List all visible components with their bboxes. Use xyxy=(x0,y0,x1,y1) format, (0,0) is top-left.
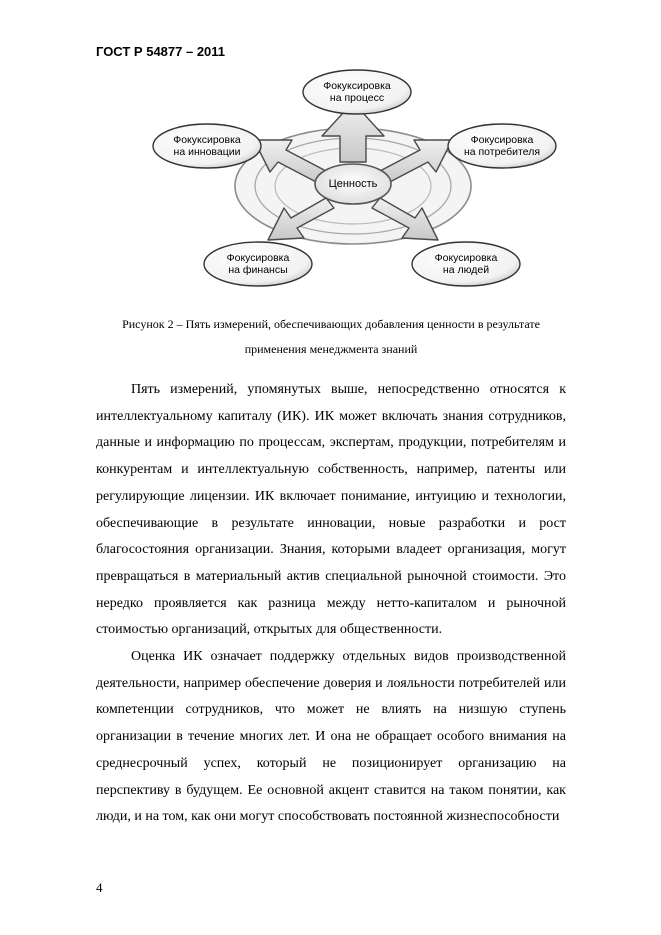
label-people xyxy=(406,252,526,276)
label-finance-line2: на финансы xyxy=(228,264,288,276)
label-process-line2: на процесс xyxy=(329,92,385,104)
label-innovation-line2: на инновации xyxy=(173,146,241,158)
paragraph-1: Пять измерений, упомянутых выше, непосредственно относятся к интеллектуальному капиталу (ИК). ИК может включать знания сотрудников, данные и информацию по процессам, экспертам, продукции, потребителям и конкурентам и интеллектуальную собственность, например, патенты или регулирующие лицензии. ИК включает понимание, интуицию и технологии, обеспечивающие в результате инновации, новые разработки и рост благосостояния организации. Знания, которыми владеет организация, могут превращаться в материальный актив специальной рыночной стоимости. Это нередко проявляется как разница между нетто-капиталом и рыночной стоимостью организаций, открытых для общественности. xyxy=(96,382,566,638)
label-process-line1: Фокуксировка xyxy=(323,80,391,92)
label-finance xyxy=(198,252,318,276)
label-process xyxy=(297,80,417,104)
figure-caption-line2: применения менеджмента знаний xyxy=(244,342,418,356)
value-dimensions-diagram xyxy=(0,0,661,310)
figure-caption-line1: Рисунок 2 – Пять измерений, обеспечивающих добавления ценности в результате xyxy=(122,317,540,331)
label-people-line1: Фокусировка xyxy=(434,252,498,264)
label-innovation-line1: Фокуксировка xyxy=(173,134,241,146)
paragraph-2: Оценка ИК означает поддержку отдельных видов производственной деятельности, например обеспечение доверия и лояльности потребителей или компетенции сотрудников, что может не влиять на низшую ступень организации в течение многих лет. И она не обращает особого внимания на среднесрочный успех, который не позиционирует организацию на перспективу в будущем. Ее основной акцент ставится на таком понятии, как люди, и на том, как они могут способствовать постоянной жизнеспособности xyxy=(96,649,566,825)
label-innovation xyxy=(147,134,267,158)
center-label: Ценность xyxy=(328,178,378,190)
label-people-line2: на людей xyxy=(442,264,490,276)
document-header: ГОСТ Р 54877 – 2011 xyxy=(96,44,226,59)
body-text xyxy=(96,377,566,831)
page-number: 4 xyxy=(96,880,103,895)
label-finance-line1: Фокусировка xyxy=(226,252,290,264)
label-consumer xyxy=(442,134,562,158)
label-consumer-line1: Фокусировка xyxy=(470,134,534,146)
label-consumer-line2: на потребителя xyxy=(463,146,541,158)
